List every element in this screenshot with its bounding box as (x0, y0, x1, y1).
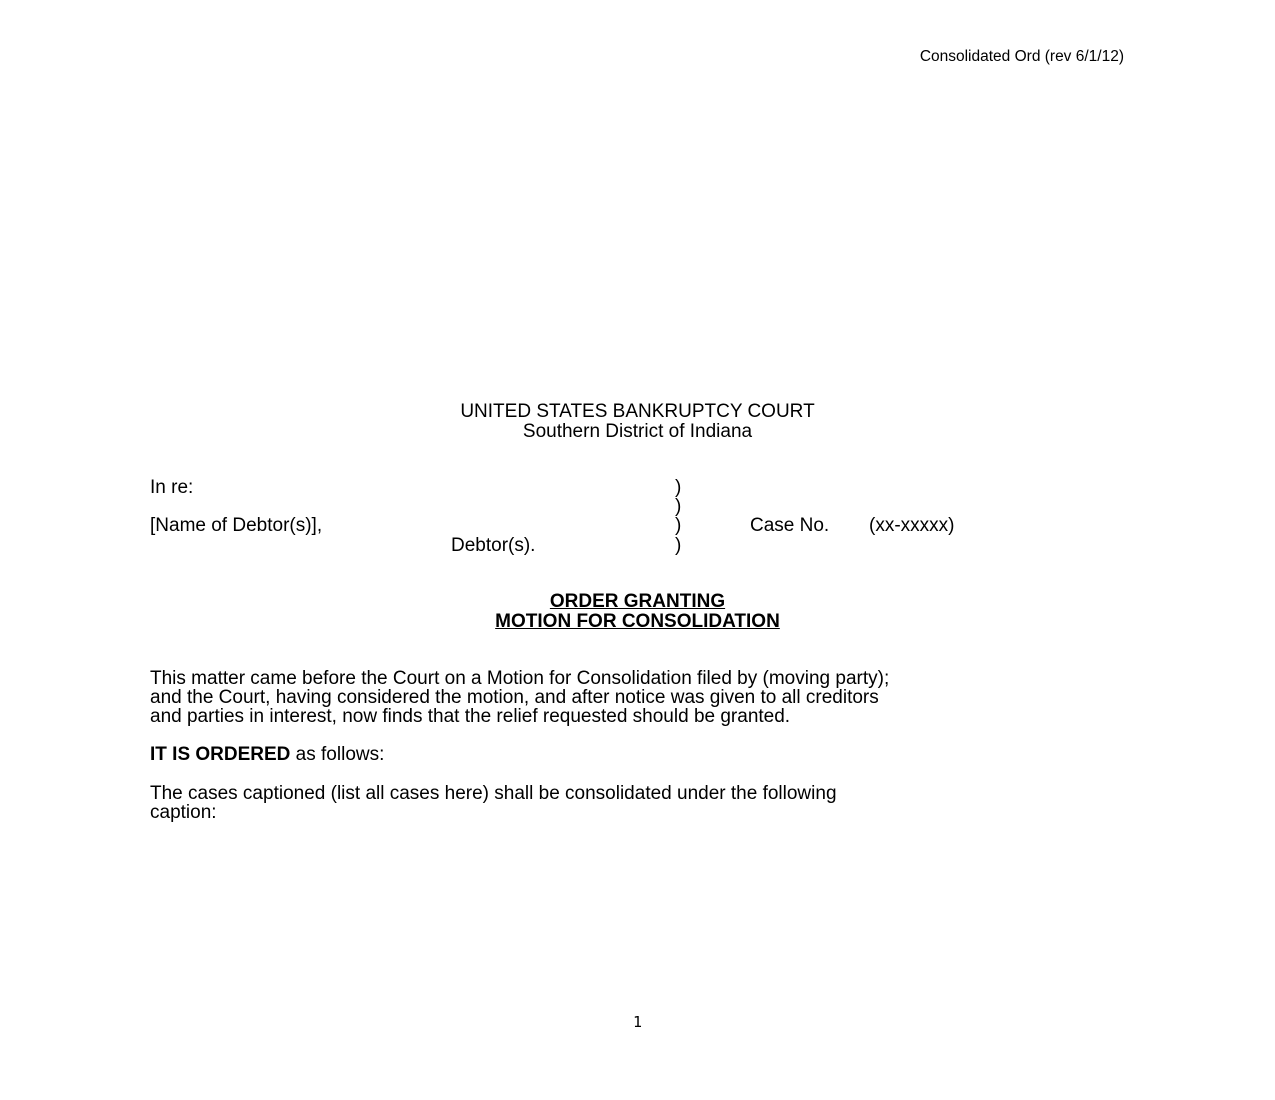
order-title (0, 592, 1275, 632)
paragraph-line: This matter came before the Court on a Motion for Consolidation filed by (moving party); (150, 668, 890, 689)
page-number: 1 (632, 1013, 643, 1031)
paragraph-line: The cases captioned (list all cases here) shall be consolidated under the following (150, 783, 837, 804)
ordered-paragraph (150, 745, 1140, 764)
order-title-line-2: MOTION FOR CONSOLIDATION (495, 611, 780, 632)
debtor-label: Debtor(s). (451, 535, 536, 556)
consolidation-paragraph (150, 784, 1140, 822)
caption-paren: ) (675, 515, 682, 536)
debtor-name: [Name of Debtor(s)], (150, 515, 323, 536)
court-district: Southern District of Indiana (522, 421, 753, 442)
ordered-bold-text: IT IS ORDERED (150, 744, 291, 765)
in-re-label: In re: (150, 477, 194, 498)
caption-paren: ) (675, 496, 682, 517)
paragraph-line: caption: (150, 802, 217, 824)
case-number-value: (xx-xxxxx) (869, 515, 955, 536)
findings-paragraph (150, 669, 1140, 727)
paragraph-line: and parties in interest, now finds that the relief requested should be granted. (150, 706, 791, 728)
ordered-rest-text: as follows: (290, 744, 385, 765)
order-title-line-1: ORDER GRANTING (549, 591, 726, 612)
caption-paren: ) (675, 535, 682, 556)
court-name: UNITED STATES BANKRUPTCY COURT (460, 401, 815, 422)
caption-paren: ) (675, 477, 682, 498)
court-heading (0, 402, 1275, 442)
case-number-label: Case No. (750, 515, 830, 536)
paragraph-line: and the Court, having considered the motion, and after notice was given to all creditors (150, 687, 879, 709)
form-revision-label: Consolidated Ord (rev 6/1/12) (919, 48, 1124, 65)
